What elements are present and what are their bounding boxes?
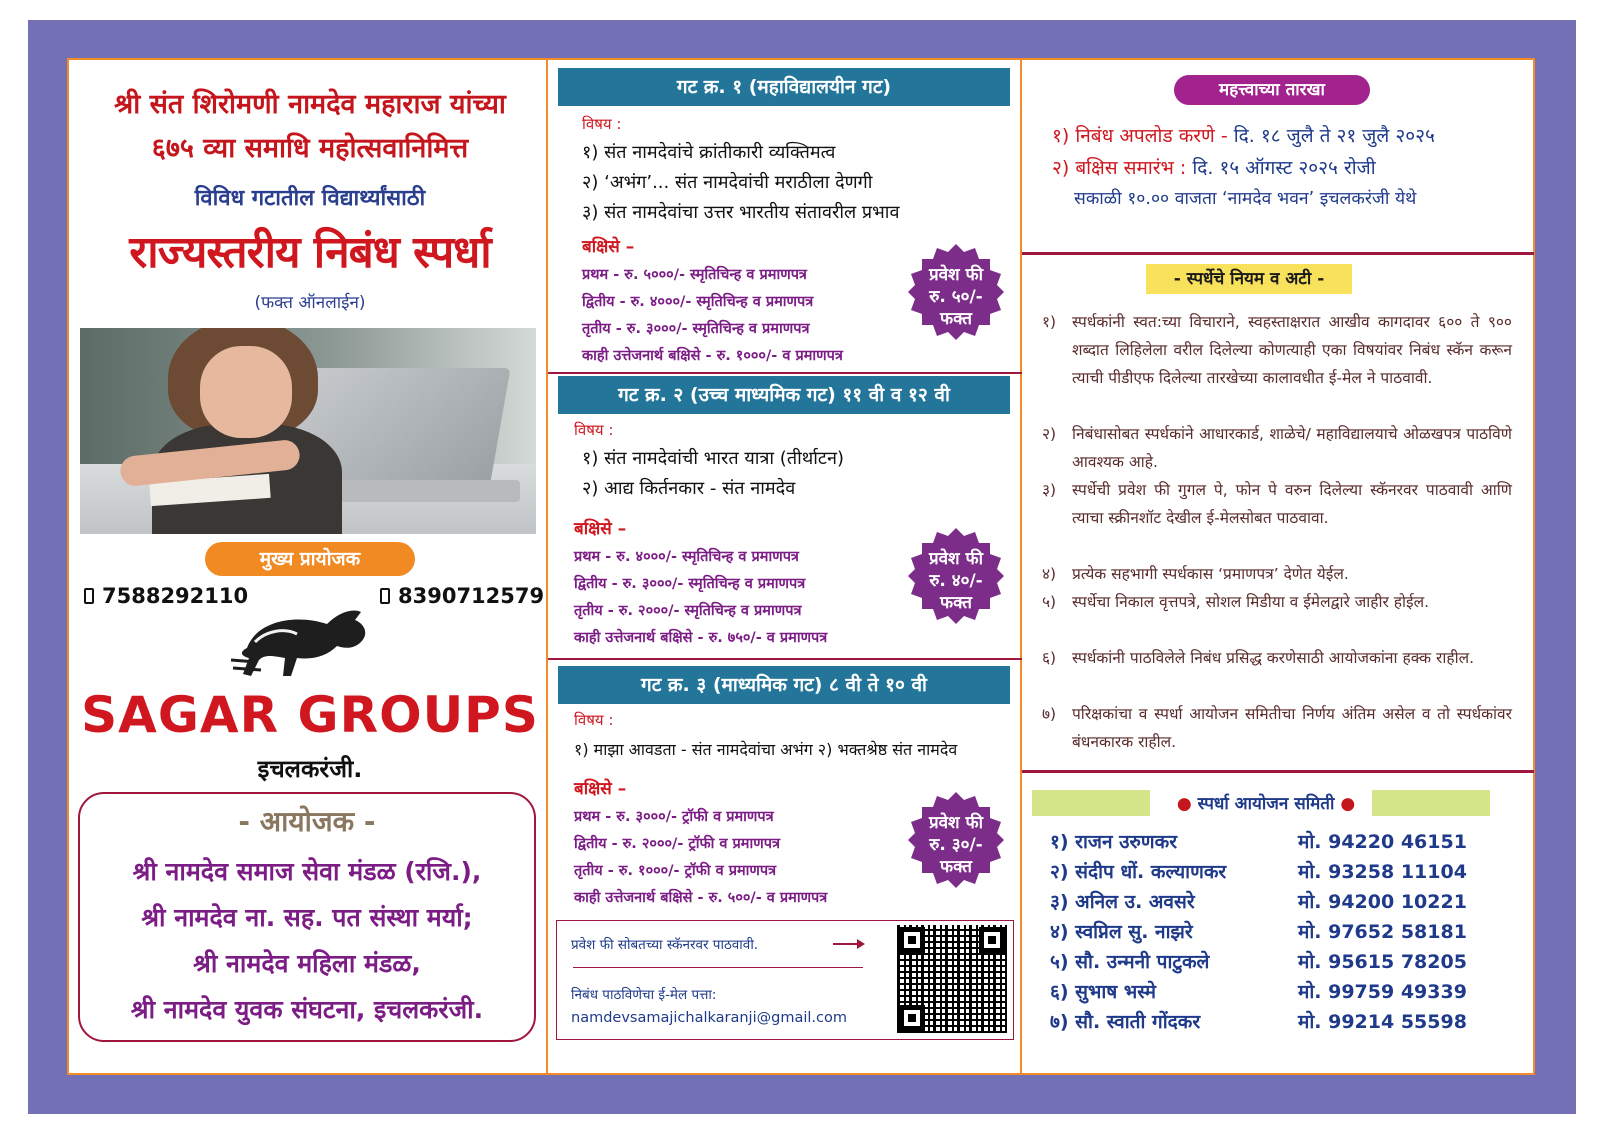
rule-item: ४) प्रत्येक सहभागी स्पर्धकास ‘प्रमाणपत्र’ देणेत येईल. [1042,565,1349,583]
group-2-prize-label: बक्षिसे – [574,519,627,539]
committee-member-mobile: मो. 93258 11104 [1298,861,1467,883]
payment-box [556,920,1014,1040]
group-1-subject-label: विषय : [582,115,622,133]
sponsor-phone-1 [84,584,248,608]
group-3-prize: द्वितीय - रु. २०००/- ट्रॉफी व प्रमाणपत्र [574,836,780,852]
organizer-line: श्री नामदेव युवक संघटना, इचलकरंजी. [130,995,484,1024]
phone-icon [380,588,390,604]
committee-member-mobile: मो. 97652 58181 [1298,921,1467,943]
main-sponsor-label: मुख्य प्रायोजक [205,542,415,576]
phone-number: 7588292110 [102,584,249,608]
group-divider [548,372,1022,374]
committee-member-name: ७) सौ. स्वाती गोंदकर [1050,1011,1201,1033]
scan-note: प्रवेश फी सोबतच्या स्कॅनरवर पाठवावी. [571,937,759,953]
group-3-prize: प्रथम - रु. ३०००/- ट्रॉफी व प्रमाणपत्र [574,809,774,825]
group-1-title: गट क्र. १ (महाविद्यालयीन गट) [558,68,1010,106]
email-label: निबंध पाठविणेचा ई-मेल पत्ता: [571,987,717,1003]
group-2-prize: तृतीय - रु. २०००/- स्मृतिचिन्ह व प्रमाणपत्र [574,603,802,619]
phone-number: 8390712579 [398,584,545,608]
committee-member-mobile: मो. 99214 55598 [1298,1011,1467,1033]
group-3-prize-label: बक्षिसे – [574,779,627,799]
rule-item: ३) स्पर्धेची प्रवेश फी गुगल पे, फोन पे वरुन दिलेल्या स्कॅनरवर पाठवावी आणि त्याचा स्क्रीनशॉट देखील ई-मेलसोबत पाठवावा. [1042,481,1512,527]
group-1-prize: द्वितीय - रु. ४०००/- स्मृतिचिन्ह व प्रमाणपत्र [582,294,814,310]
organizers-box [78,792,536,1042]
rule-item: २) निबंधासोबत स्पर्धकांने आधारकार्ड, शाळेचे/ महाविद्यालयाचे ओळखपत्र पाठविणे आवश्यक आहे. [1042,425,1512,471]
group-2-prize: प्रथम - रु. ४०००/- स्मृतिचिन्ह व प्रमाणपत्र [574,549,799,565]
organizer-line: श्री नामदेव महिला मंडळ, [193,949,421,978]
group-1-prize: प्रथम - रु. ५०००/- स्मृतिचिन्ह व प्रमाणपत्र [582,267,807,283]
committee-member-mobile: मो. 94200 10221 [1298,891,1467,913]
rule-item: ५) स्पर्धेचा निकाल वृत्तपत्रे, सोशल मिडीया व ईमेलद्वारे जाहीर होईल. [1042,593,1430,611]
group-3-topic: १) माझा आवडता - संत नामदेवांचा अभंग २) भक्तश्रेष्ठ संत नामदेव [574,740,958,759]
right-column [1022,62,1534,1072]
group-1-prize-label: बक्षिसे – [582,237,635,257]
group-2-fee-badge: प्रवेश फी रु. ४०/- फक्त [906,526,1006,626]
committee-member-mobile: मो. 94220 46151 [1298,831,1467,853]
phone-icon [84,588,94,604]
group-2-prize: द्वितीय - रु. ३०००/- स्मृतिचिन्ह व प्रमाणपत्र [574,576,806,592]
organizers-label: - आयोजक - [238,805,376,838]
sponsor-town: इचलकरंजी. [257,755,363,783]
organizer-line: श्री नामदेव समाज सेवा मंडळ (रजि.), [132,857,482,886]
section-divider [1022,252,1534,255]
committee-member-name: १) राजन उरुणकर [1050,831,1178,853]
student-laptop-photo [80,328,536,534]
committee-member-name: ५) सौ. उन्मनी पाटुकले [1050,951,1210,973]
organizer-line: श्री नामदेव ना. सह. पत संस्था मर्या; [141,903,473,932]
rules-label: - स्पर्धेचे नियम व अटी - [1146,264,1352,294]
rule-item: १) स्पर्धकांनी स्वत:च्या विचाराने, स्वहस्ताक्षरात आखीव कागदावर ६०० ते ९०० शब्दात लिहिलेला वरील दिलेल्या कोणत्याही एका विषयांवर निबंध स्कॅन करून त्याची पीडीएफ दिलेल्या तारखेच्या कालावधीत ई-मेल ने पाठवावी. [1042,313,1512,387]
committee-member-name: २) संदीप धों. कल्याणकर [1050,861,1227,883]
committee-member-name: ६) सुभाष भस्मे [1050,981,1157,1003]
date-ceremony-venue: सकाळी १०.०० वाजता ‘नामदेव भवन’ इचलकरंजी येथे [1074,189,1417,209]
middle-column [548,62,1022,1072]
arrow-right-icon [833,943,863,945]
committee-member-mobile: मो. 99759 49339 [1298,981,1467,1003]
group-2-title: गट क्र. २ (उच्च माध्यमिक गट) ११ वी व १२ वी [558,376,1010,414]
important-dates-label: महत्त्वाच्या तारखा [1174,75,1370,105]
group-3-fee-badge: प्रवेश फी रु. ३०/- फक्त [906,790,1006,890]
committee-member-name: ३) अनिल उ. अवसरे [1050,891,1195,913]
group-3-title: गट क्र. ३ (माध्यमिक गट) ८ वी ते १० वी [558,666,1010,704]
section-divider [1022,770,1534,773]
online-note: (फक्त ऑनलाईन) [254,293,366,313]
date-upload: १) निबंध अपलोड करणे - दि. १८ जुलै ते २१ जुलै २०२५ [1052,125,1435,147]
event-subtitle: विविध गटातील विद्यार्थ्यांसाठी [194,186,426,211]
left-column [72,62,548,1072]
date-ceremony: २) बक्षिस समारंभ : दि. १५ ऑगस्ट २०२५ रोजी [1052,157,1376,179]
sponsor-name: SAGAR GROUPS [81,686,539,744]
group-2-topic: १) संत नामदेवांची भारत यात्रा (तीर्थाटन) [582,448,844,469]
group-1-prize: काही उत्तेजनार्थ बक्षिसे - रु. १०००/- व प्रमाणपत्र [582,348,843,364]
group-1-topic: १) संत नामदेवांचे क्रांतीकारी व्यक्तिमत्व [582,142,836,163]
group-2-subject-label: विषय : [574,421,614,439]
group-2-topic: २) आद्य किर्तनकार - संत नामदेव [582,478,796,499]
event-title-line2: ६७५ व्या समाधि महोत्सवानिमित्त [151,133,469,164]
group-3-prize: तृतीय - रु. १०००/- ट्रॉफी व प्रमाणपत्र [574,863,777,879]
group-2-prize: काही उत्तेजनार्थ बक्षिसे - रु. ७५०/- व प्रमाणपत्र [574,630,828,646]
event-title-line1: श्री संत शिरोमणी नामदेव महाराज यांच्या [114,89,506,120]
group-divider [548,658,1022,660]
rule-item: ६) स्पर्धकांनी पाठविलेले निबंध प्रसिद्ध करणेसाठी आयोजकांना हक्क राहील. [1042,649,1475,667]
group-1-topic: २) ‘अभंग’... संत नामदेवांची मराठीला देणगी [582,172,873,193]
qr-code-icon [897,925,1007,1033]
group-1-fee-badge: प्रवेश फी रु. ५०/- फक्त [906,242,1006,342]
committee-member-mobile: मो. 95615 78205 [1298,951,1467,973]
sponsor-phone-2 [380,584,544,608]
group-3-subject-label: विषय : [574,711,614,729]
rule-item: ७) परिक्षकांचा व स्पर्धा आयोजन समितीचा निर्णय अंतिम असेल व तो स्पर्धकांवर बंधनकारक राहील. [1042,705,1512,751]
bull-logo-icon [227,590,377,690]
committee-label: ● स्पर्धा आयोजन समिती ● [1176,794,1356,814]
competition-headline: राज्यस्तरीय निबंध स्पर्धा [129,227,491,278]
committee-member-name: ४) स्वप्निल सु. नाझरे [1050,921,1193,943]
email-address[interactable]: namdevsamajichalkaranji@gmail.com [571,1010,847,1026]
group-1-prize: तृतीय - रु. ३०००/- स्मृतिचिन्ह व प्रमाणपत्र [582,321,810,337]
group-1-topic: ३) संत नामदेवांचा उत्तर भारतीय संतावरील प्रभाव [582,202,900,223]
group-3-prize: काही उत्तेजनार्थ बक्षिसे - रु. ५००/- व प्रमाणपत्र [574,890,828,906]
